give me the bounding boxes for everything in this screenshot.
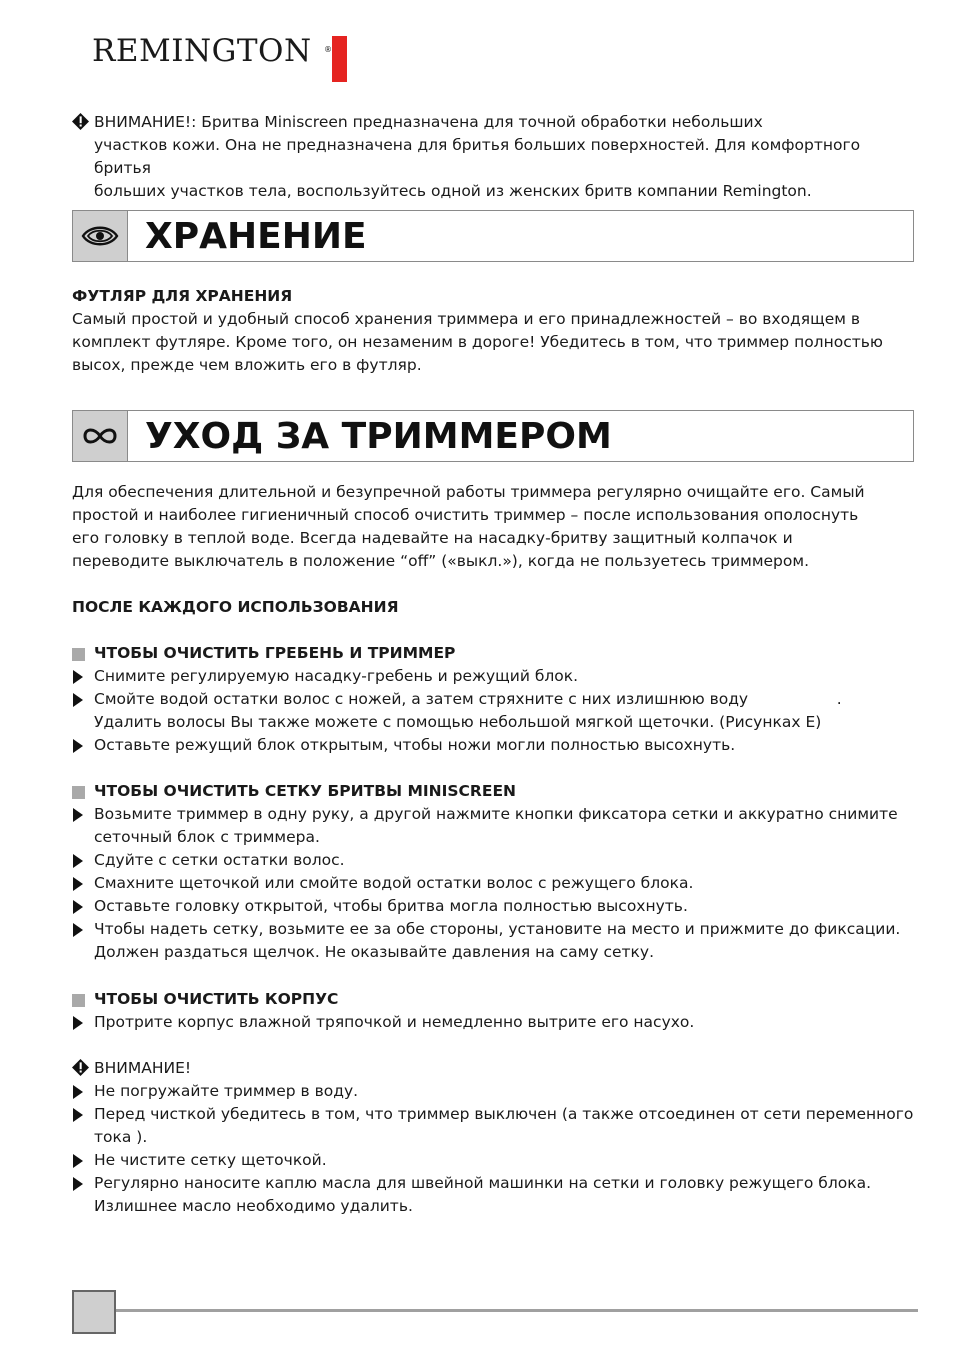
- triangle-bullet-icon: [73, 900, 83, 914]
- care-warning-list: [72, 1080, 914, 1218]
- body-list: [72, 1011, 914, 1034]
- triangle-bullet-icon: [73, 693, 83, 707]
- list-item: Возьмите триммер в одну руку, а другой нажмите кнопки фиксатора сетки и аккуратно снимите сеточный блок с триммера.: [72, 803, 914, 849]
- list-item: Перед чисткой убедитесь в том, что триммер выключен (а также отсоединен от сети переменного тока ).: [72, 1103, 914, 1149]
- list-item: Сдуйте с сетки остатки волос.: [72, 849, 914, 872]
- storage-text-3: высох, прежде чем вложить его в футляр.: [72, 356, 422, 374]
- list-item: Не погружайте триммер в воду.: [72, 1080, 914, 1103]
- care-intro: [72, 481, 914, 573]
- intro-warning: [72, 111, 914, 203]
- intro-warning-text-1: ВНИМАНИЕ!: Бритва Miniscreen предназначена для точной обработки небольших: [94, 113, 763, 131]
- after-each-use-heading-wrap: [72, 596, 914, 619]
- triangle-bullet-icon: [73, 877, 83, 891]
- intro-warning-text-2: участков кожи. Она не предназначена для бритья больших поверхностей. Для комфортного бритья: [94, 136, 861, 177]
- square-bullet-icon: [72, 648, 85, 661]
- triangle-bullet-icon: [73, 739, 83, 753]
- storage-section-header: [72, 210, 914, 262]
- care-icon-box: [73, 411, 128, 461]
- brand-red-bar: [332, 36, 347, 82]
- triangle-bullet-icon: [73, 923, 83, 937]
- intro-warning-line: [72, 111, 914, 134]
- body-heading: ЧТОБЫ ОЧИСТИТЬ КОРПУС: [72, 988, 914, 1011]
- page-number-box: [72, 1290, 116, 1334]
- square-bullet-icon: [72, 786, 85, 799]
- list-item: Оставьте режущий блок открытым, чтобы ножи могли полностью высохнуть.: [72, 734, 914, 757]
- care-intro-text-4: переводите выключатель в положение “off” («выкл.»), когда не пользуетесь триммером.: [72, 552, 809, 570]
- triangle-bullet-icon: [73, 808, 83, 822]
- intro-warning-text-3: больших участков тела, воспользуйтесь одной из женских бритв компании Remington.: [94, 182, 812, 200]
- care-intro-text-3: его головку в теплой воде. Всегда надевайте на насадку-бритву защитный колпачок и: [72, 529, 793, 547]
- triangle-bullet-icon: [73, 854, 83, 868]
- body-section: [72, 988, 914, 1034]
- storage-text-1: Самый простой и удобный способ хранения триммера и его принадлежностей – во входящем в: [72, 310, 860, 328]
- care-intro-text-2: простой и наиболее гигиеничный способ очистить триммер – после использования ополоснуть: [72, 506, 859, 524]
- list-item: Чтобы надеть сетку, возьмите ее за обе стороны, установите на место и прижмите до фиксации. Должен раздаться щелчок. Не оказывайте давления на саму сетку.: [72, 918, 914, 964]
- list-item: Смахните щеточкой или смойте водой остатки волос с режущего блока.: [72, 872, 914, 895]
- infinity-icon: [81, 425, 119, 447]
- comb-trimmer-list: [72, 665, 914, 757]
- list-item: Протрите корпус влажной тряпочкой и немедленно вытрите его насухо.: [72, 1011, 914, 1034]
- triangle-bullet-icon: [73, 1177, 83, 1191]
- triangle-bullet-icon: [73, 1085, 83, 1099]
- square-bullet-icon: [72, 994, 85, 1007]
- miniscreen-list: [72, 803, 914, 964]
- triangle-bullet-icon: [73, 670, 83, 684]
- comb-trimmer-section: [72, 642, 914, 757]
- care-intro-text-1: Для обеспечения длительной и безупречной работы триммера регулярно очищайте его. Самый: [72, 483, 865, 501]
- brand-name: REMINGTON: [92, 33, 312, 69]
- after-each-use-heading: ПОСЛЕ КАЖДОГО ИСПОЛЬЗОВАНИЯ: [72, 598, 399, 616]
- storage-content: [72, 285, 914, 377]
- triangle-bullet-icon: [73, 1154, 83, 1168]
- storage-subtitle: ФУТЛЯР ДЛЯ ХРАНЕНИЯ: [72, 287, 293, 305]
- care-warning-section: [72, 1057, 914, 1218]
- triangle-bullet-icon: [73, 1108, 83, 1122]
- list-item: Не чистите сетку щеточкой.: [72, 1149, 914, 1172]
- triangle-bullet-icon: [73, 1016, 83, 1030]
- care-title: УХОД ЗА ТРИММЕРОМ: [145, 416, 612, 457]
- miniscreen-section: [72, 780, 914, 964]
- list-item: Смойте водой остатки волос с ножей, а затем стряхните с них излишнюю воду . Удалить волосы Вы также можете с помощью небольшой мягкой щеточки. (Рисунках E): [72, 688, 914, 734]
- comb-trimmer-heading: ЧТОБЫ ОЧИСТИТЬ ГРЕБЕНЬ И ТРИММЕР: [72, 642, 914, 665]
- list-item: Регулярно наносите каплю масла для швейной машинки на сетки и головку режущего блока. Излишнее масло необходимо удалить.: [72, 1172, 914, 1218]
- storage-icon-box: [73, 211, 128, 261]
- storage-text-2: комплект футляре. Кроме того, он незаменим в дороге! Убедитесь в том, что триммер полностью: [72, 333, 883, 351]
- exclamation-diamond-icon: [72, 1059, 89, 1076]
- care-section-header: [72, 410, 914, 462]
- list-item: Оставьте головку открытой, чтобы бритва могла полностью высохнуть.: [72, 895, 914, 918]
- miniscreen-heading: ЧТОБЫ ОЧИСТИТЬ СЕТКУ БРИТВЫ MINISCREEN: [72, 780, 914, 803]
- exclamation-diamond-icon: [72, 113, 89, 130]
- storage-title: ХРАНЕНИЕ: [145, 216, 367, 257]
- registered-mark: ®: [324, 45, 332, 54]
- footer-rule: [116, 1309, 918, 1312]
- eye-icon: [81, 223, 119, 249]
- list-item: Снимите регулируемую насадку-гребень и режущий блок.: [72, 665, 914, 688]
- care-warning-heading: ВНИМАНИЕ!: [72, 1057, 914, 1080]
